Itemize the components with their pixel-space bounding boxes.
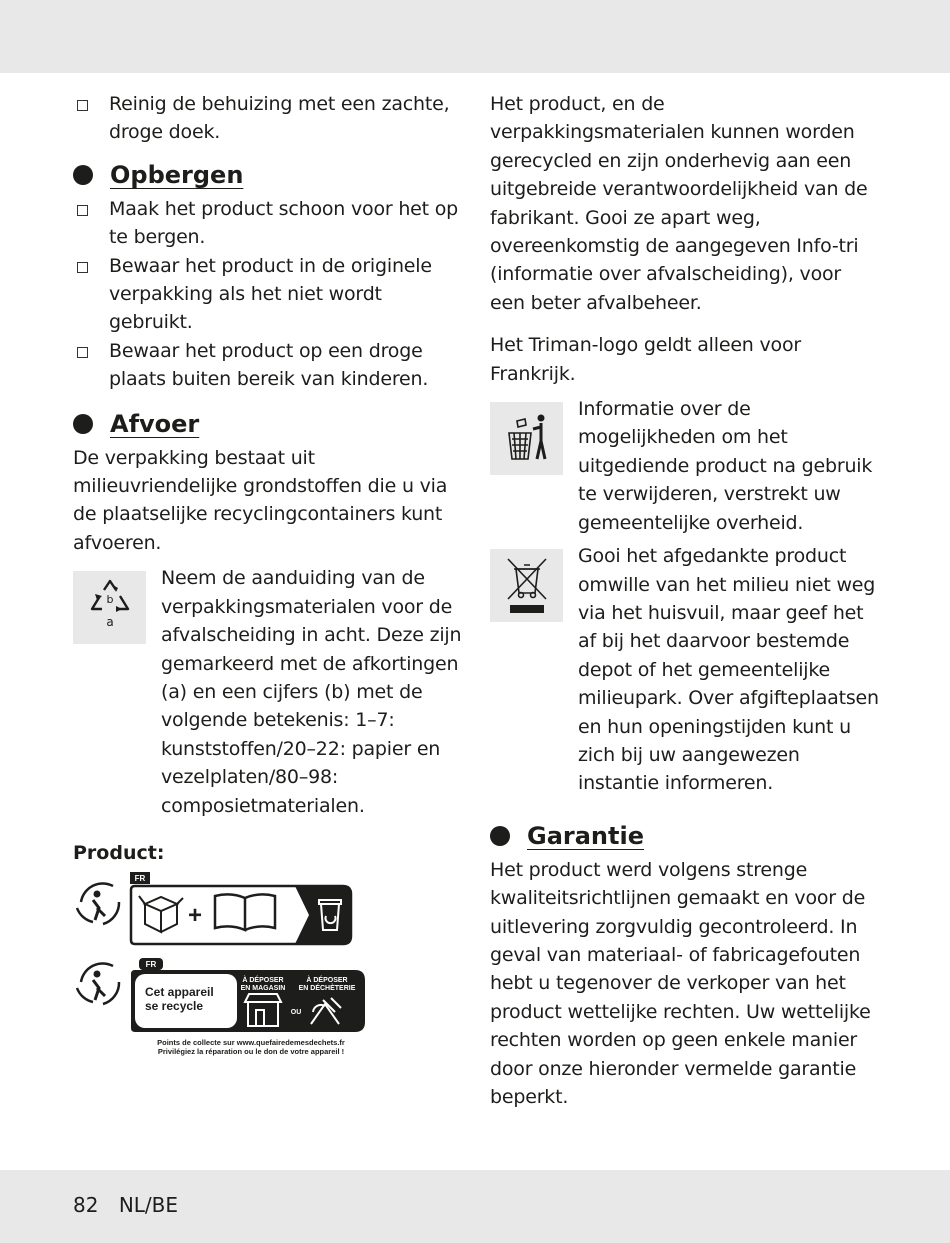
section-heading-garantie bbox=[490, 822, 880, 850]
section-heading-opbergen bbox=[73, 161, 463, 189]
fr-badge: FR bbox=[145, 959, 157, 969]
checkbox-icon bbox=[77, 205, 88, 216]
language-code: NL/BE bbox=[118, 1193, 179, 1217]
right-column bbox=[490, 90, 880, 1111]
triman-logo-appliance bbox=[73, 958, 373, 1058]
afvoer-intro: De verpakking bestaat uit milieuvriendelijke grondstoffen die u via de plaatselijke recyclingcontainers kunt afvoeren. bbox=[73, 446, 448, 554]
checkbox-icon bbox=[77, 100, 88, 111]
recycle-icon bbox=[80, 576, 140, 640]
triman-note: Het Triman-logo geldt alleen voor Frankrijk. bbox=[490, 334, 801, 385]
garantie-text: Het product werd volgens strenge kwaliteitsrichtlijnen gemaakt en voor de uitlevering zorgvuldig gecontroleerd. In geval van materiaal- of fabricagefouten hebt u tegenover de verkoper van het product wettelijke rechten. Uw wettelijke rechten worden op geen enkele manier door onze hieronder vermelde garantie beperkt. bbox=[490, 858, 871, 1108]
list-item-text: Maak het product schoon voor het op te bergen. bbox=[109, 197, 459, 249]
heading-text: Opbergen bbox=[110, 160, 244, 189]
svg-text:+: + bbox=[187, 901, 203, 929]
triman-col2b: EN DÉCHÈTERIE bbox=[298, 984, 356, 992]
triman-col1b: EN MAGASIN bbox=[240, 984, 286, 992]
weee-icon-box bbox=[490, 549, 563, 622]
recycle-icon-box bbox=[73, 571, 146, 644]
heading-text: Afvoer bbox=[110, 409, 200, 438]
fr-badge: FR bbox=[134, 873, 146, 883]
triman-line2: se recycle bbox=[145, 998, 204, 1013]
triman-line1: Cet appareil bbox=[145, 984, 214, 999]
recycle-info bbox=[73, 567, 463, 820]
list-item-text: Bewaar het product op een droge plaats buiten bereik van kinderen. bbox=[109, 339, 429, 391]
footer bbox=[73, 1193, 192, 1217]
triman-note2: Privilégiez la réparation ou le don de votre appareil ! bbox=[157, 1046, 345, 1056]
heading-text: Garantie bbox=[527, 821, 644, 850]
bin-icon-box bbox=[490, 402, 563, 475]
checkbox-icon bbox=[77, 262, 88, 273]
bullet-dot-icon bbox=[73, 165, 93, 185]
trash-disposal-icon bbox=[501, 409, 553, 469]
list-item-text: Reinig de behuizing met een zachte, droge doek. bbox=[109, 93, 450, 144]
recycle-b: b bbox=[106, 592, 113, 606]
bin-text: Informatie over de mogelijkheden om het uitgediende product na gebruik te verwijderen, verstrekt uw gemeentelijke overheid. bbox=[578, 398, 873, 534]
list-item bbox=[73, 252, 463, 337]
bullet-dot-icon bbox=[73, 414, 93, 434]
list-item bbox=[73, 195, 463, 252]
section-heading-afvoer bbox=[73, 410, 463, 438]
recycling-paragraph: Het product, en de verpakkingsmaterialen kunnen worden gerecycled en zijn onderhevig aan een uitgebreide verantwoordelijkheid van de fabrikant. Gooi ze apart weg, overeenkomstig de aangegeven Info-tri (informatie over afvalscheiding), voor een beter afvalbeheer. bbox=[490, 93, 868, 314]
triman-note1: Points de collecte sur www.quefairedemesdechets.fr bbox=[157, 1037, 345, 1047]
recycle-text: Neem de aanduiding van de verpakkingsmaterialen voor de afvalscheiding in acht. Deze zijn gemarkeerd met de afkortingen (a) en een cijfers (b) met de volgende betekenis: 1–7: kunststoffen/20–22: papier en vezelplaten/80–98: composietmaterialen. bbox=[161, 567, 462, 817]
bullet-dot-icon bbox=[490, 826, 510, 846]
crossed-bin-icon bbox=[502, 555, 552, 617]
recycle-a: a bbox=[105, 614, 114, 629]
triman-ou: OU bbox=[290, 1008, 302, 1016]
triman-col2a: À DÉPOSER bbox=[306, 976, 348, 984]
triman-logo-packaging bbox=[73, 872, 363, 952]
checkbox-icon bbox=[77, 347, 88, 358]
left-column bbox=[73, 90, 463, 1058]
weee-text: Gooi het afgedankte product omwille van het milieu niet weg via het huisvuil, maar geef het af bij het daarvoor bestemde depot of het gemeentelijke milieupark. Over afgifteplaatsen en hun openingstijden kunt u zich bij uw aangewezen instantie informeren. bbox=[578, 545, 879, 795]
product-label: Product: bbox=[73, 841, 165, 864]
list-item bbox=[73, 90, 463, 147]
header-band bbox=[0, 0, 950, 73]
weee-info bbox=[490, 545, 880, 798]
triman-col1a: À DÉPOSER bbox=[242, 976, 284, 984]
list-item-text: Bewaar het product in de originele verpakking als het niet wordt gebruikt. bbox=[109, 254, 432, 334]
list-item bbox=[73, 337, 463, 394]
bin-info bbox=[490, 398, 880, 537]
page-number: 82 bbox=[73, 1193, 99, 1217]
